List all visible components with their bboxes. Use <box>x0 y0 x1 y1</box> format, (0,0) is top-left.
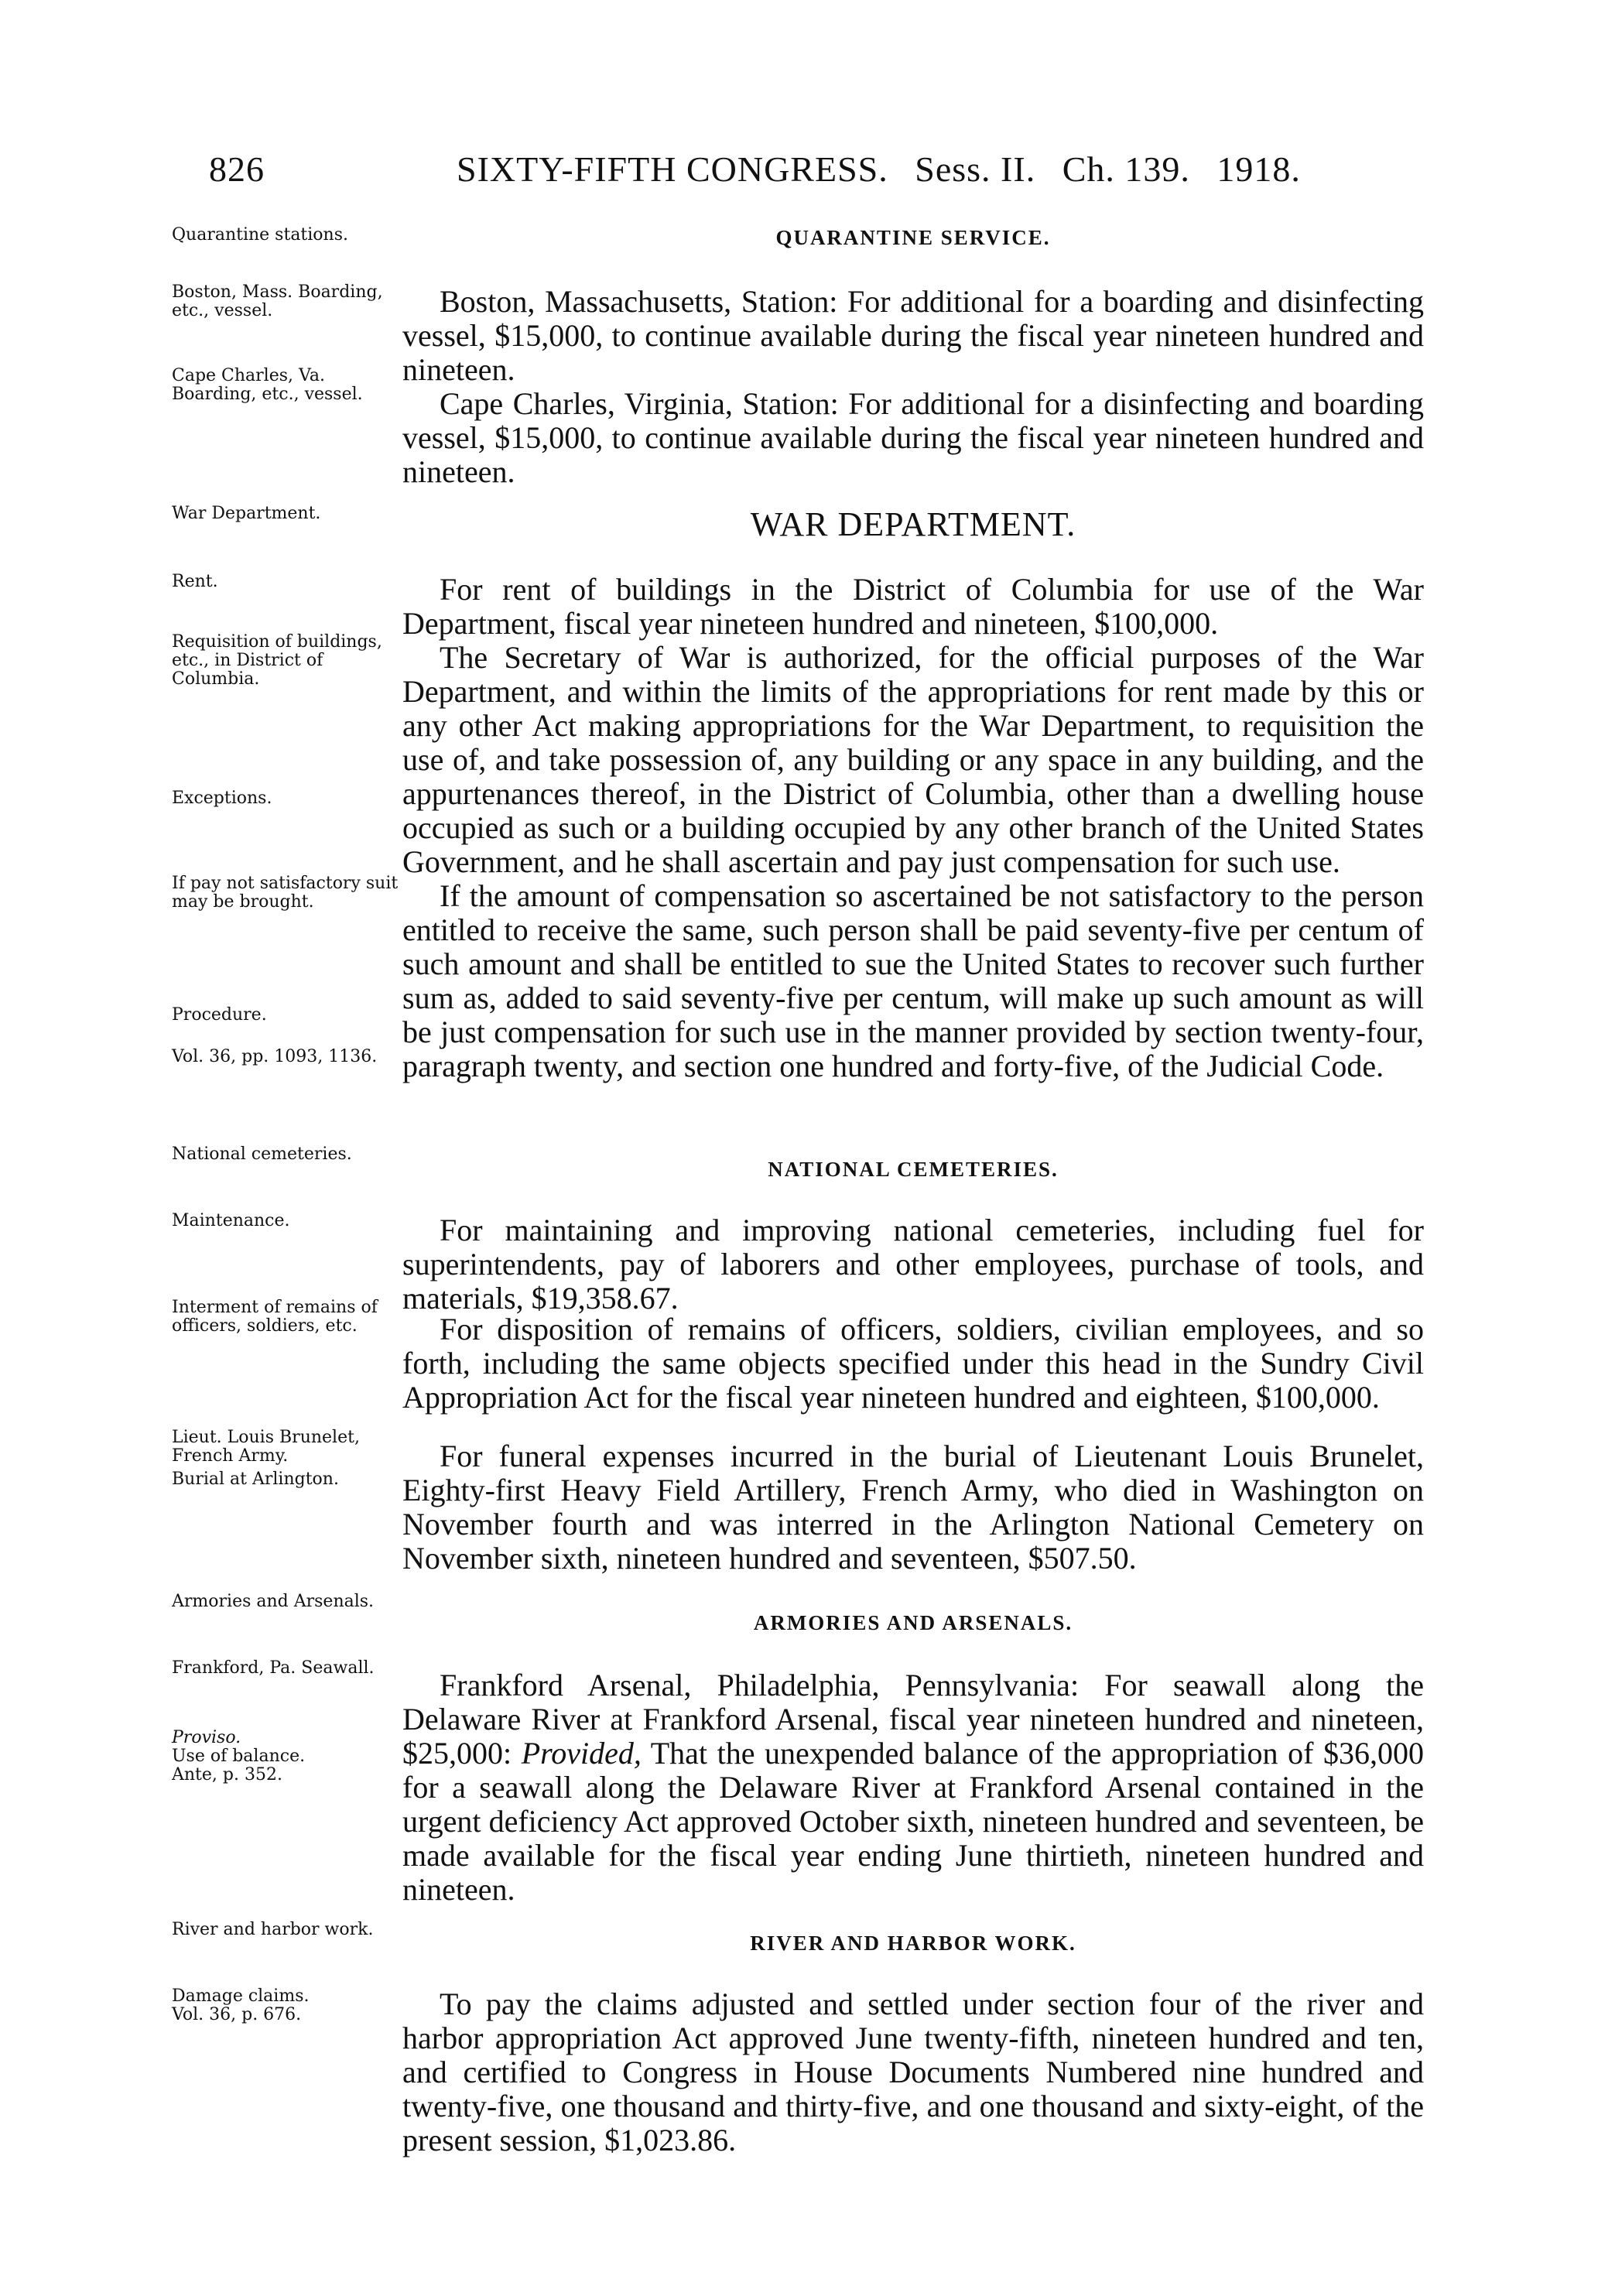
session-label: Sess. II. <box>915 149 1036 189</box>
margin-note-exceptions: Exceptions. <box>172 789 272 808</box>
margin-note-proviso: Proviso. <box>172 1728 241 1747</box>
heading-quarantine-service: QUARANTINE SERVICE. <box>775 226 1051 249</box>
margin-note-procedure: Procedure. <box>172 1005 267 1025</box>
paragraph-requisition: The Secretary of War is authorized, for the official purposes of the War Department, and within the limits of the appropriations for rent made by this or any other Act making appropriations for the War Department, to requisition the use of, and take possession of, any building or any space in any building, and the appurtenances thereof, in the District of Columbia, other than a dwelling house occupied as such or a building occupied by any other branch of the United States Government, and he shall ascertain and pay just compensation for such use. <box>402 640 1424 879</box>
margin-note-vol36b: Vol. 36, p. 676. <box>172 2005 302 2024</box>
chapter-label: Ch. 139. <box>1062 149 1190 189</box>
margin-note-cape-charles: Cape Charles, Va. Boarding, etc., vessel. <box>172 366 363 404</box>
margin-note-boston: Boston, Mass. Boarding, etc., vessel. <box>172 282 383 320</box>
frankford-text-b: That the unexpended balance of the appropriation of $36,000 for a seawall along the Delaware River at Frankford Arsenal contained in the urgent deficiency Act approved October sixth, nineteen hundred and seventeen, be made available for the fiscal year ending June thirtieth, nineteen hundred and nineteen. <box>402 1736 1424 1907</box>
margin-note-armories: Armories and Arsenals. <box>172 1592 375 1611</box>
margin-note-pay-not-satisfactory: If pay not satisfactory suit may be brought. <box>172 874 399 912</box>
heading-armories-arsenals: ARMORIES AND ARSENALS. <box>753 1611 1073 1634</box>
paragraph-maintaining: For maintaining and improving national cemeteries, including fuel for superintendents, pay of laborers and other employees, purchase of tools, and materials, $19,358.67. <box>402 1213 1424 1316</box>
margin-note-burial: Burial at Arlington. <box>172 1470 339 1489</box>
margin-note-lieut: Lieut. Louis Brunelet, French Army. <box>172 1428 360 1466</box>
margin-note-war-department: War Department. <box>172 504 321 523</box>
margin-note-use-of-balance: Use of balance. <box>172 1747 306 1766</box>
congress-title: SIXTY-FIFTH CONGRESS. <box>457 149 888 189</box>
heading-river-harbor: RIVER AND HARBOR WORK. <box>750 1932 1076 1955</box>
running-header <box>0 149 1598 195</box>
paragraph-disposition: For disposition of remains of officers, soldiers, civilian employees, and so forth, including the same objects specified under this head in the Sundry Civil Appropriation Act for the fiscal year nineteen hundred and eighteen, $100,000. <box>402 1312 1424 1415</box>
margin-note-vol36: Vol. 36, pp. 1093, 1136. <box>172 1047 378 1066</box>
margin-note-river: River and harbor work. <box>172 1920 374 1939</box>
running-title <box>457 149 1318 190</box>
margin-note-national-cemeteries: National cemeteries. <box>172 1145 352 1164</box>
margin-note-interment: Interment of remains of officers, soldiers, etc. <box>172 1298 378 1336</box>
paragraph-frankford <box>402 1668 1424 1907</box>
margin-note-frankford: Frankford, Pa. Seawall. <box>172 1658 375 1678</box>
margin-note-maintenance: Maintenance. <box>172 1211 290 1230</box>
paragraph-satisfactory: If the amount of compensation so ascertained be not satisfactory to the person entitled to receive the same, such person shall be paid seventy-five per centum of such amount and shall be entitled to sue the United States to recover such further sum as, added to said seventy-five per centum, will make up such amount as will be just compensation for such use in the manner provided by section twenty-four, paragraph twenty, and section one hundred and forty-five, of the Judicial Code. <box>402 878 1424 1083</box>
paragraph-cape-charles: Cape Charles, Virginia, Station: For additional for a disinfecting and boarding vessel, $15,000, to continue available during the fiscal year nineteen hundred and nineteen. <box>402 386 1424 489</box>
year-label: 1918. <box>1216 149 1301 189</box>
heading-war-department: WAR DEPARTMENT. <box>750 505 1076 543</box>
paragraph-rent: For rent of buildings in the District of Columbia for use of the War Department, fiscal year nineteen hundred and nineteen, $100,000. <box>402 572 1424 641</box>
heading-national-cemeteries: NATIONAL CEMETERIES. <box>768 1158 1059 1181</box>
margin-note-ante: Ante, p. 352. <box>172 1765 282 1784</box>
margin-note-quarantine: Quarantine stations. <box>172 225 349 245</box>
paragraph-claims: To pay the claims adjusted and settled under section four of the river and harbor appropriation Act approved June twenty-fifth, nineteen hundred and ten, and certified to Congress in House Documents Numbered nine hundred and twenty-five, one thousand and thirty-five, and one thousand and sixty-eight, of the present session, $1,023.86. <box>402 1986 1424 2157</box>
paragraph-boston: Boston, Massachusetts, Station: For additional for a boarding and disinfecting vessel, $15,000, to continue available during the fiscal year nineteen hundred and nineteen. <box>402 284 1424 387</box>
page-number: 826 <box>209 149 265 189</box>
margin-note-rent: Rent. <box>172 572 218 591</box>
margin-note-damage: Damage claims. <box>172 1986 310 2006</box>
margin-note-requisition: Requisition of buildings, etc., in District of Columbia. <box>172 632 382 689</box>
paragraph-funeral: For funeral expenses incurred in the burial of Lieutenant Louis Brunelet, Eighty-first Heavy Field Artillery, French Army, who died in Washington on November fourth and was interred in the Arlington National Cemetery on November sixth, nineteen hundred and seventeen, $507.50. <box>402 1439 1424 1576</box>
frankford-proviso: Provided, <box>521 1736 642 1771</box>
frankford-text-a: Frankford Arsenal, Philadelphia, Pennsylvania: For seawall along the Delaware River at Frankford Arsenal, fiscal year nineteen hundred and nineteen, $25,000: <box>402 1668 1424 1771</box>
